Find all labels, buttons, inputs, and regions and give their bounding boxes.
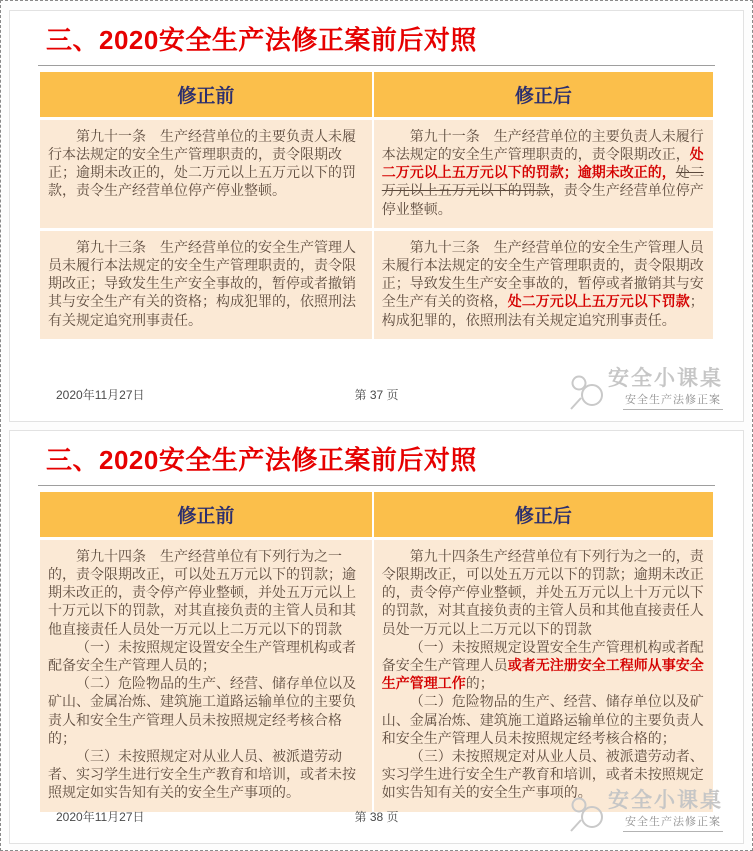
cell-article93-before xyxy=(40,231,372,339)
watermark-logo xyxy=(568,367,723,413)
paragraph: （三）未按照规定对从业人员、被派遣劳动者、实习学生进行安全生产教育和培训，或者未按照规定如实告知有关的安全生产事项的。 xyxy=(381,747,704,801)
paragraph: 第九十三条 生产经营单位的安全生产管理人员未履行本法规定的安全生产管理职责的，责令限期改正；导致发生生产安全事故的，暂停或者撤销其与安全生产有关的资格；构成犯罪的，依照刑法有关规定追究刑事责任。 xyxy=(48,238,356,328)
footer-page-number: 第 38 页 xyxy=(354,810,399,824)
title-divider xyxy=(38,485,715,486)
brand-subtitle: 安全生产法修正案 xyxy=(623,812,723,832)
brand-name: 安全小课桌 xyxy=(608,367,723,390)
slide-page-37 xyxy=(9,10,744,422)
footer-page-number: 第 37 页 xyxy=(354,388,399,402)
cell-article93-after xyxy=(374,231,713,339)
comparison-table xyxy=(40,72,713,339)
paragraph: 第九十四条生产经营单位有下列行为之一的，责令限期改正，可以处五万元以下的罚款；逾期未改正的，责令停产停业整顿，并处五万元以上十万元以下的罚款，对其直接负责的主管人员和其他直接责任人员处一万元以上二万元以下的罚款 xyxy=(381,547,704,637)
slide-title: 三、2020安全生产法修正案前后对照 xyxy=(46,25,477,55)
paragraph: 第九十一条 生产经营单位的主要负责人未履行本法规定的安全生产管理职责的，责令限期改正，处二万元以上五万元以下的罚款；逾期未改正的，处二万元以上五万元以下的罚款，责令生产经营单位停产停业整顿。 xyxy=(381,127,704,217)
col-header-after: 修正后 xyxy=(374,492,713,537)
footer-date: 2020年11月27日 xyxy=(56,810,145,824)
col-header-before: 修正前 xyxy=(40,72,372,117)
mascot-icon xyxy=(568,371,606,413)
cell-article94-before xyxy=(40,540,372,812)
brand-name: 安全小课桌 xyxy=(608,789,723,812)
paragraph: （三）未按照规定对从业人员、被派遣劳动者、实习学生进行安全生产教育和培训，或者未按照规定如实告知有关的安全生产事项的。 xyxy=(48,747,356,801)
paragraph: （一）未按照规定设置安全生产管理机构或者配备安全生产管理人员或者无注册安全工程师从事安全生产管理工作的； xyxy=(381,638,704,692)
cell-article94-after xyxy=(374,540,713,812)
slide-page-38 xyxy=(9,430,744,844)
slide-title: 三、2020安全生产法修正案前后对照 xyxy=(46,445,477,475)
paragraph: 第九十三条 生产经营单位的安全生产管理人员未履行本法规定的安全生产管理职责的，责令限期改正；导致发生生产安全事故的，暂停或者撤销其与安全生产有关的资格，处二万元以上五万元以下罚款；构成犯罪的，依照刑法有关规定追究刑事责任。 xyxy=(381,238,704,328)
footer-date: 2020年11月27日 xyxy=(56,388,145,402)
paragraph: （一）未按照规定设置安全生产管理机构或者配备安全生产管理人员的； xyxy=(48,638,356,674)
paragraph: 第九十四条 生产经营单位有下列行为之一的，责令限期改正，可以处五万元以下的罚款；逾期未改正的，责令停产停业整顿，并处五万元以上十万元以下的罚款，对其直接负责的主管人员和其他直接责任人员处一万元以上二万元以下的罚款 xyxy=(48,547,356,637)
cell-article91-after xyxy=(374,120,713,228)
brand-subtitle: 安全生产法修正案 xyxy=(623,390,723,410)
title-divider xyxy=(38,65,715,66)
mascot-icon xyxy=(568,793,606,835)
paragraph: （二）危险物品的生产、经营、储存单位以及矿山、金属冶炼、建筑施工道路运输单位的主要负责人和安全生产管理人员未按照规定经考核合格的； xyxy=(48,675,356,746)
paragraph: 第九十一条 生产经营单位的主要负责人未履行本法规定的安全生产管理职责的，责令限期改正；逾期未改正的，处二万元以上五万元以下的罚款，责令生产经营单位停产停业整顿。 xyxy=(48,127,356,199)
col-header-after: 修正后 xyxy=(374,72,713,117)
col-header-before: 修正前 xyxy=(40,492,372,537)
cell-article91-before xyxy=(40,120,372,228)
comparison-table xyxy=(40,492,713,812)
watermark-logo xyxy=(568,789,723,835)
paragraph: （二）危险物品的生产、经营、储存单位以及矿山、金属冶炼、建筑施工道路运输单位的主要负责人和安全生产管理人员未按照规定经考核合格的； xyxy=(381,693,704,746)
